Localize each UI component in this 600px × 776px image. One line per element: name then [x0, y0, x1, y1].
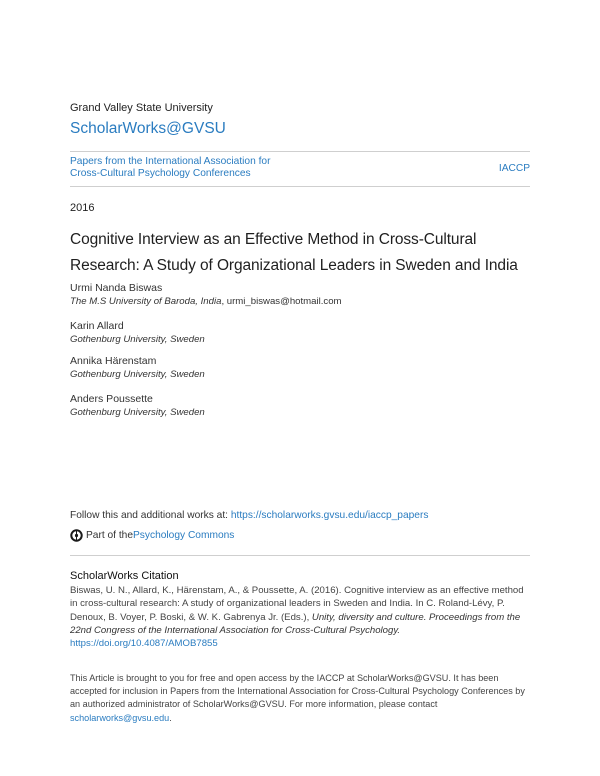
author-name: Karin Allard: [70, 320, 124, 332]
contact-email-link[interactable]: scholarworks@gvsu.edu: [70, 712, 170, 723]
series-link[interactable]: [70, 156, 350, 180]
author-name: Annika Härenstam: [70, 355, 157, 367]
network-commons-icon: [70, 529, 83, 542]
divider: [70, 555, 530, 556]
author-entry: [70, 282, 342, 308]
article-title: [70, 227, 540, 279]
repository-link[interactable]: ScholarWorks@GVSU: [70, 120, 226, 137]
follow-line: [70, 510, 428, 521]
divider: [70, 186, 530, 187]
citation-proceedings: Unity, diversity and culture. Proceedings from the 22nd Congress of the International Association for Cross-Cultural Psychology.: [70, 611, 521, 636]
psychology-commons-link[interactable]: Psychology Commons: [133, 530, 235, 541]
series-abbrev-link[interactable]: IACCP: [498, 163, 530, 174]
citation-heading: ScholarWorks Citation: [70, 570, 179, 582]
part-of-line: [70, 529, 234, 542]
citation-body: [70, 584, 532, 650]
series-line-1: Papers from the International Association for: [70, 156, 271, 167]
author-affiliation: Gothenburg University, Sweden: [70, 334, 205, 345]
title-line-1: Cognitive Interview as an Effective Method in Cross-Cultural: [70, 231, 477, 248]
author-affiliation: Gothenburg University, Sweden: [70, 369, 205, 380]
part-of-prefix: Part of the: [86, 530, 134, 541]
citation-text: Biswas, U. N., Allard, K., Härenstam, A., & Poussette, A. (2016). Cognitive interview as an effective method in cross-cultural research: A study of organizational leaders in Sweden and India. In C. Roland-Lévy, P. Denoux, B. Voyer, P. Boski, & W. K. Gabrenya Jr. (Eds.),: [70, 585, 524, 623]
collection-url-link[interactable]: https://scholarworks.gvsu.edu/iaccp_papers: [230, 510, 429, 521]
footer-text: This Article is brought to you for free and open access by the IACCP at ScholarWorks@GVSU. It has been accepted for inclusion in Papers from the International Association for Cross-Cultural Psychology Conferences by an authorized administrator of ScholarWorks@GVSU. For more information, please contact: [70, 673, 525, 710]
author-affiliation: Gothenburg University, Sweden: [70, 407, 205, 418]
doi-link[interactable]: https://doi.org/10.4087/AMOB7855: [70, 638, 218, 650]
divider: [70, 151, 530, 152]
author-entry: [70, 355, 205, 381]
author-name: Anders Poussette: [70, 393, 153, 405]
author-entry: [70, 393, 205, 419]
author-affiliation: The M.S University of Baroda, India, urmi_biswas@hotmail.com: [70, 296, 342, 307]
author-email: , urmi_biswas@hotmail.com: [221, 296, 342, 307]
author-entry: [70, 320, 205, 346]
university-name: Grand Valley State University: [70, 102, 213, 114]
author-name: Urmi Nanda Biswas: [70, 282, 163, 294]
follow-text: Follow this and additional works at:: [70, 510, 231, 521]
title-line-2: Research: A Study of Organizational Leaders in Sweden and India: [70, 257, 518, 274]
access-statement: This Article is brought to you for free and open access by the IACCP at ScholarWorks@GVSU. It has been accepted for inclusion in Papers from the International Association for Cross-Cultural Psychology Conferences by an authorized administrator of ScholarWorks@GVSU. For more information, please contact scholarworks@gvsu.edu.: [70, 673, 525, 723]
series-line-2: Cross-Cultural Psychology Conferences: [70, 168, 251, 179]
publication-year: 2016: [70, 202, 95, 214]
